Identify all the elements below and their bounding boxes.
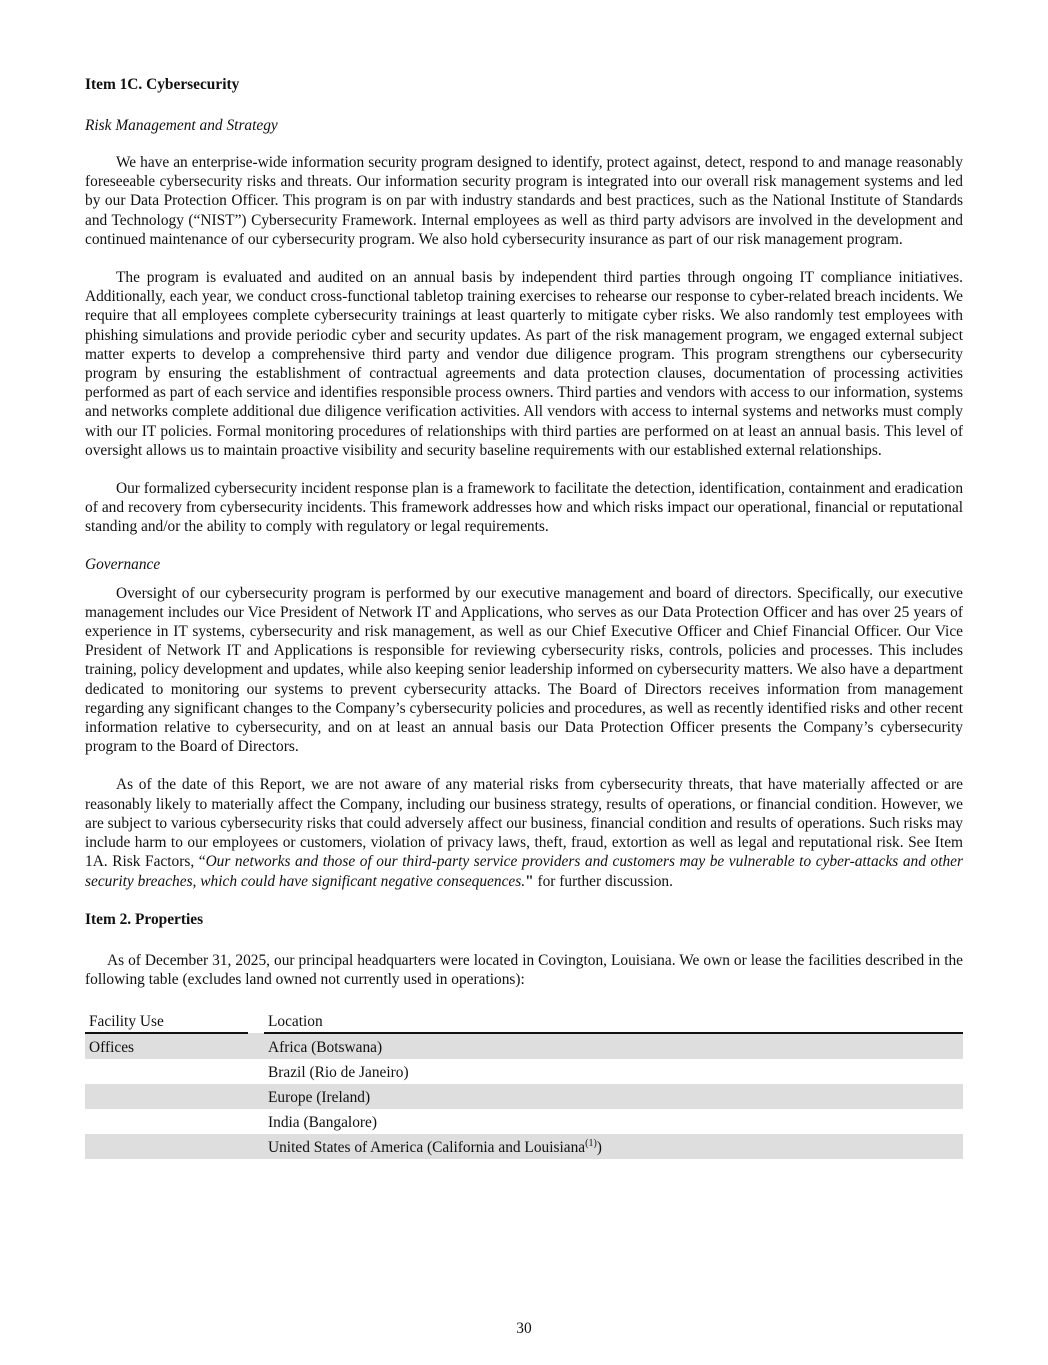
location-cell: [264, 1134, 963, 1159]
governance-paragraph-2-text: As of the date of this Report, we are not aware of any material risks from cybersecurity threats, that have materially affected or are reasonably likely to materially affect the Company, including our business strategy, results of operations, or financial condition. However, we are subject to various cybersecurity risks that could adversely affect our business, financial condition and results of operations. Such risks may include harm to our employees or customers, violation of privacy laws, theft, fraud, extortion as well as legal and reputational risk. See Item 1A. Risk Factors, “: [85, 776, 963, 871]
governance-paragraph-1: Oversight of our cybersecurity program is performed by our executive management and board of directors. Specifically, our executive management includes our Vice President of Network IT and Applications, who serves as our Data Protection Officer and has over 25 years of experience in IT systems, cybersecurity and risk management, as well as our Chief Executive Officer and Chief Financial Officer. Our Vice President of Network IT and Applications is responsible for reviewing cybersecurity risks, controls, policies and processes. This includes training, policy development and updates, while also keeping senior leadership informed on cybersecurity matters. We also have a department dedicated to monitoring our systems to prevent cybersecurity attacks. The Board of Directors receives information from management regarding any significant changes to the Company’s cybersecurity policies and procedures, as well as recently identified risks and other recent information relative to cybersecurity, and on at least an annual basis our Data Protection Officer presents the Company’s cybersecurity program to the Board of Directors.: [85, 584, 963, 756]
location-cell: Europe (Ireland): [264, 1084, 963, 1109]
item-2-heading: Item 2. Properties: [85, 910, 204, 928]
location-cell: Africa (Botswana): [264, 1033, 963, 1059]
facility-use-cell: [85, 1134, 248, 1159]
risk-paragraph-3: Our formalized cybersecurity incident response plan is a framework to facilitate the detection, identification, containment and eradication of and recovery from cybersecurity incidents. This framework addresses how and which risks impact our operational, financial or reputational standing and/or the ability to comply with regulatory or legal requirements.: [85, 480, 964, 536]
risk-paragraph-2: The program is evaluated and audited on an annual basis by independent third parties through ongoing IT compliance initiatives. Additionally, each year, we conduct cross-functional tabletop training exercises to rehearse our response to cyber-related breach incidents. We require that all employees complete cybersecurity trainings at least quarterly to mitigate cyber risks. We also randomly test employees with phishing simulations and provide periodic cyber and security updates. As part of the risk management program, we engaged external subject matter experts to develop a comprehensive third party and vendor due diligence program. This program strengthens our cybersecurity program by ensuring the establishment of contractual agreements and data protection clauses, documentation of processing activities performed as part of each service and identifies responsible process owners. Third parties and vendors with access to our information, systems and networks complete additional due diligence verification activities. All vendors with access to internal systems and networks must comply with our IT policies. Formal monitoring procedures of relationships with third parties are performed on at least an annual basis. This level of oversight allows us to maintain proactive visibility and security baseline requirements with our established external relationships.: [85, 269, 963, 459]
facility-use-cell: Offices: [85, 1033, 248, 1059]
item-1c-heading: Item 1C. Cybersecurity: [85, 76, 240, 93]
facility-use-header: Facility Use: [85, 1009, 248, 1033]
table-row: [85, 1059, 963, 1084]
location-cell: Brazil (Rio de Janeiro): [268, 1063, 409, 1081]
risk-management-heading: Risk Management and Strategy: [85, 117, 278, 134]
table-header-row: [85, 1009, 963, 1033]
location-text: United States of America (California and Louisiana: [268, 1138, 586, 1156]
properties-intro: As of December 31, 2025, our principal headquarters were located in Covington, Louisiana. We own or lease the facilities described in the following table (excludes land owned not currently used in operations):: [85, 951, 963, 988]
location-cell: India (Bangalore): [268, 1113, 377, 1131]
risk-paragraph-1: We have an enterprise-wide information security program designed to identify, protect against, detect, respond to and manage reasonably foreseeable cybersecurity risks and threats. Our information security program is integrated into our overall risk management systems and led by our Data Protection Officer. This program is on par with industry standards and best practices, such as the National Institute of Standards and Technology (“NIST”) Cybersecurity Framework. Internal employees as well as third party advisors are involved in the development and continued maintenance of our cybersecurity program. We also hold cybersecurity insurance as part of our risk management program.: [85, 154, 963, 248]
table-row: [85, 1109, 963, 1134]
footnote-marker: (1): [585, 1137, 597, 1149]
governance-heading: Governance: [85, 555, 161, 573]
table-row: [85, 1134, 963, 1159]
closing-quote: ": [525, 872, 534, 890]
facility-use-cell: [85, 1109, 248, 1134]
location-header: Location: [264, 1009, 963, 1033]
risk-factor-title: Our networks and those of our third-party service providers and customers may be vulnerable to cyber-attacks and other security breaches, which could have significant negative consequences.: [85, 853, 963, 890]
facilities-table: [85, 1009, 963, 1159]
table-row: [85, 1084, 963, 1109]
facility-use-cell: [85, 1059, 248, 1084]
facility-use-cell: [85, 1084, 248, 1109]
page-number: 30: [516, 1320, 532, 1337]
table-row: [85, 1033, 963, 1059]
governance-paragraph-2-end: for further discussion.: [533, 872, 673, 890]
document-page: [85, 75, 963, 1159]
governance-paragraph-2: [85, 775, 963, 890]
location-suffix: ): [596, 1138, 602, 1156]
